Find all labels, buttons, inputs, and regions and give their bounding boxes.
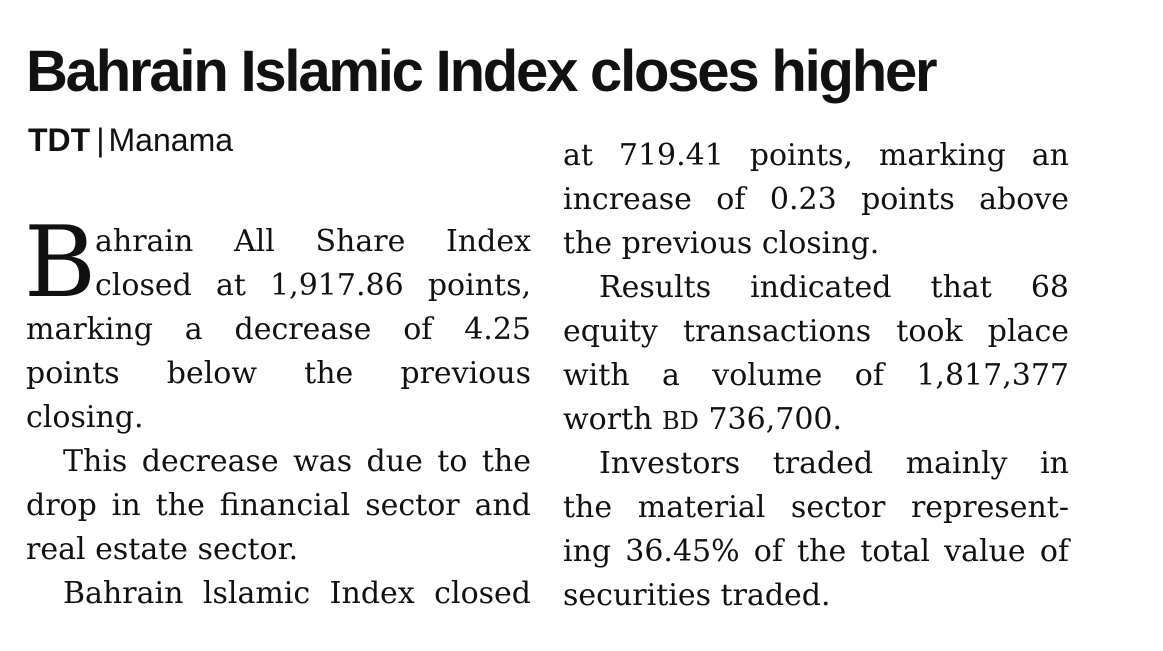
body-line: Results indicated that 68 <box>599 270 1069 305</box>
byline-location: Manama <box>108 122 234 158</box>
body-line: Bahrain lslamic Index closed <box>63 576 531 611</box>
article-byline <box>28 121 233 159</box>
body-line: Investors traded mainly in <box>599 446 1069 481</box>
worth-amount: 736,700. <box>708 402 843 437</box>
drop-cap: B <box>24 206 97 320</box>
body-line: closed at 1,917.86 points, <box>95 268 531 303</box>
currency-code: BD <box>662 407 699 435</box>
body-line: points below the previous <box>26 356 531 391</box>
body-line: the material sector represent- <box>563 490 1069 525</box>
byline-separator: | <box>96 122 105 158</box>
body-line: ing 36.45% of the total value of <box>563 534 1069 569</box>
body-line: drop in the financial sector and <box>26 488 531 523</box>
body-line <box>563 398 842 442</box>
body-line: with a volume of 1,817,377 <box>563 358 1069 393</box>
body-line: closing. <box>26 400 144 435</box>
body-line: marking a decrease of 4.25 <box>26 312 531 347</box>
body-line: at 719.41 points, marking an <box>563 138 1069 173</box>
body-line: increase of 0.23 points above <box>563 182 1069 217</box>
body-line: equity transactions took place <box>563 314 1069 349</box>
article-headline: Bahrain Islamic Index closes higher <box>26 39 936 104</box>
body-line: the previous closing. <box>563 226 880 261</box>
body-line: securities traded. <box>563 578 831 613</box>
byline-source: TDT <box>28 122 91 158</box>
body-line: This decrease was due to the <box>63 444 531 479</box>
body-line: real estate sector. <box>26 532 299 567</box>
body-line: ahrain All Share Index <box>95 224 531 259</box>
worth-text: worth <box>563 402 653 437</box>
